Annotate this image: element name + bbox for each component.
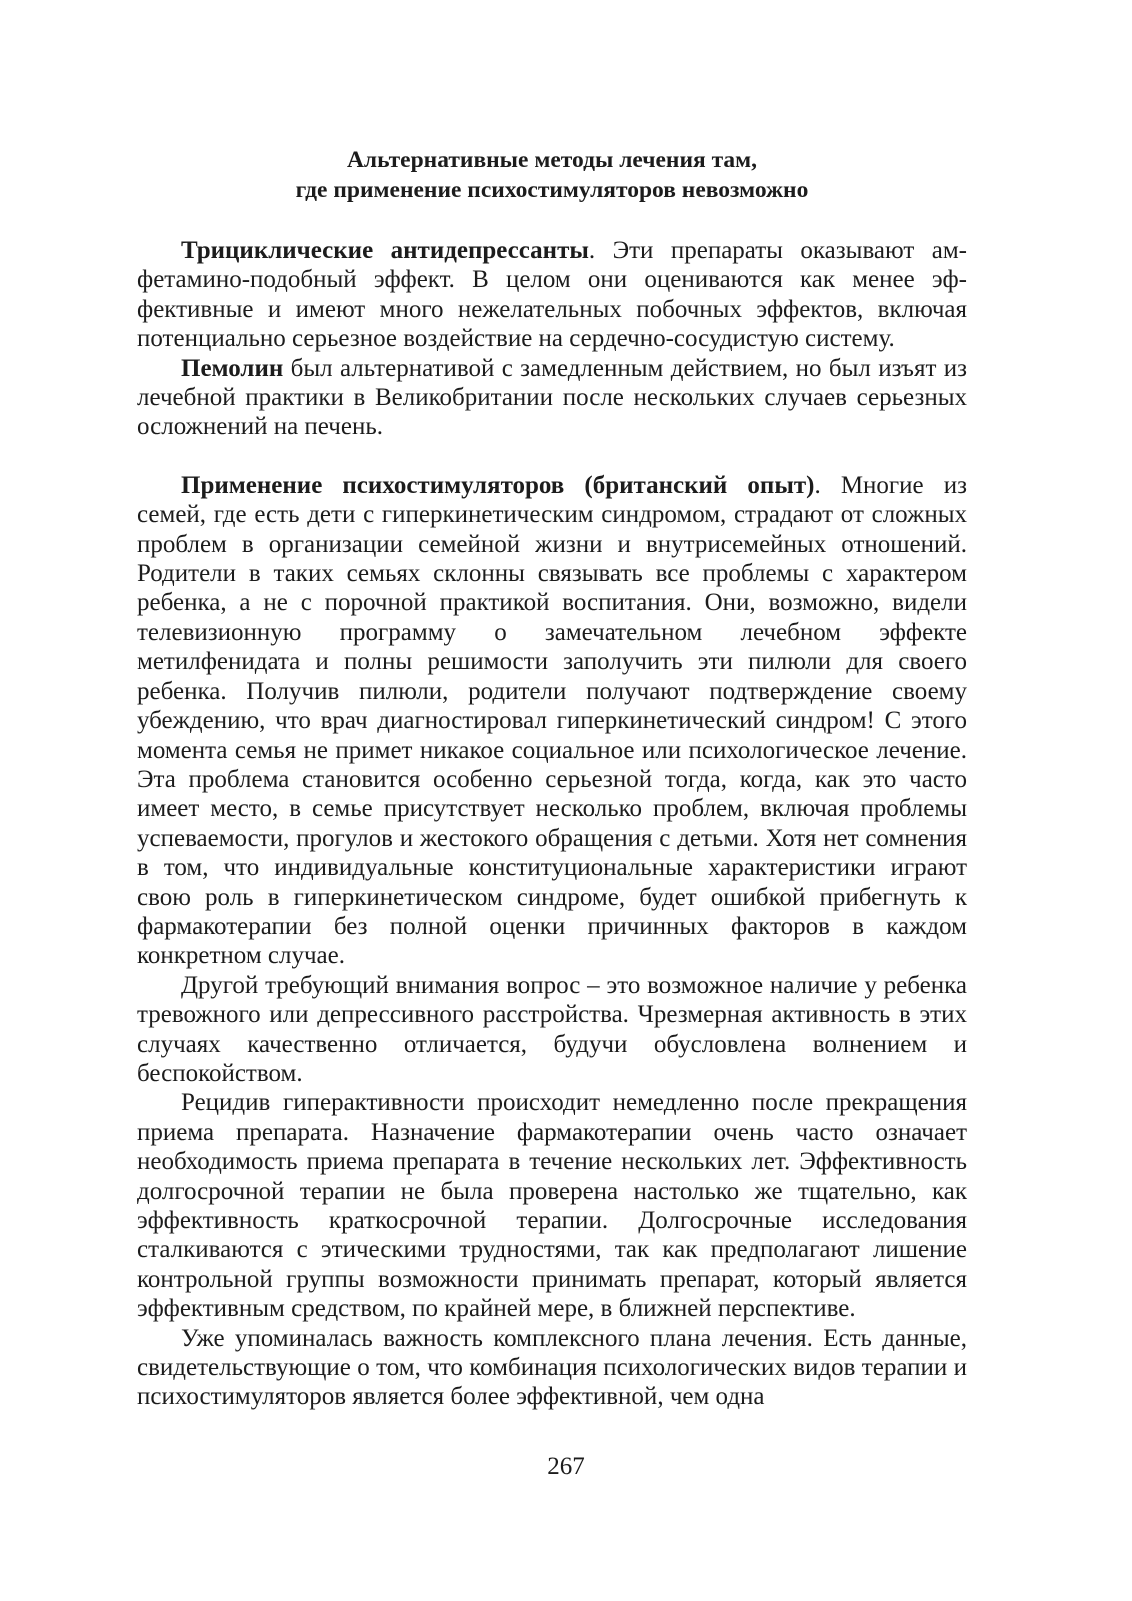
paragraph-text: . Эти препараты оказывают амфетамино-подобный эффект. В целом они оцениваются как менее эффективные и имеют много нежелательных побочных эффектов, включая потенциально серьезное воздействие на сердечно-сосудистую систему.: [137, 237, 967, 353]
paragraph-lead-term: Трициклические антидепрессанты: [181, 237, 589, 264]
page-number: 267: [547, 1453, 585, 1480]
paragraph-text: Уже упоминалась важность комплексного плана лечения. Есть данные, свидетельствующие о том, что комбинация психологических видов терапии и психостимуляторов является более эффективной, чем одна: [137, 1324, 967, 1411]
paragraph-anxiety: [137, 971, 967, 1089]
section-title-line-1: Альтернативные методы лечения там,: [346, 147, 758, 173]
paragraph-complex-plan: [137, 1324, 967, 1412]
paragraph-text: Рецидив гиперактивности происходит немедленно после прекращения приема препарата. Назначение фармакотерапии очень часто означает необходимость приема препарата в течение нескольких лет. Эффективность долгосрочной терапии не была проверена настолько же тщательно, как эффективность краткосрочной терапии. Долгосрочные исследования сталкиваются с этическими трудностями, так как предполагают лишение контрольной группы возможности принимать препарат, который является эффективным средством, по крайней мере, в ближней перспективе.: [137, 1089, 967, 1323]
section-title-line-2: где применение психостимуляторов невозможно: [295, 177, 809, 203]
body-text: [137, 236, 967, 1412]
paragraph-text: . Многие из семей, где есть дети с гиперкинетическим синдромом, страдают от сложных проблем в организации семейной жизни и внутрисемейных отношений. Родители в таких семьях склонны связывать все проблемы с характером ребенка, а не с порочной практикой воспитания. Они, возможно, видели телевизионную программу о замечательном лечебном эффекте метилфенидата и полны решимости заполучить эти пилюли для своего ребенка. Получив пилюли, родители получают подтверждение своему убеждению, что врач диагностировал гиперкинетический синдром! С этого момента семья не примет никакое социальное или психологическое лечение. Эта проблема становится особенно серьезной тогда, когда, как это часто имеет место, в семье присутствует несколько проблем, включая проблемы успеваемости, прогулов и жестокого обращения с детьми. Хотя нет сомнения в том, что индивидуальные конституциональные характеристики играют свою роль в гиперкинетическом синдроме, будет ошибкой прибегнуть к фармакотерапии без полной оценки причинных факторов в каждом конкретном случае.: [137, 471, 968, 970]
paragraph-pemoline: [137, 354, 967, 442]
paragraph-text: был альтернативой с замедленным действием, но был изъят из лечебной практики в Великобритании после нескольких случаев серьезных осложнений на печень.: [137, 354, 967, 441]
paragraph-text: Другой требующий внимания вопрос – это возможное наличие у ребенка тревожного или депрессивного расстройства. Чрезмерная активность в этих случаях качественно отличается, будучи обусловлена волнением и беспокойством.: [137, 971, 967, 1087]
paragraph-tricyclic: [137, 236, 967, 354]
paragraph-relapse: [137, 1088, 967, 1323]
paragraph-lead-term: Пемолин: [181, 354, 284, 382]
paragraph-british-experience: [137, 471, 967, 971]
paragraph-lead-term: Применение психостимуляторов (британский опыт): [181, 471, 815, 499]
section-title: [137, 145, 967, 205]
